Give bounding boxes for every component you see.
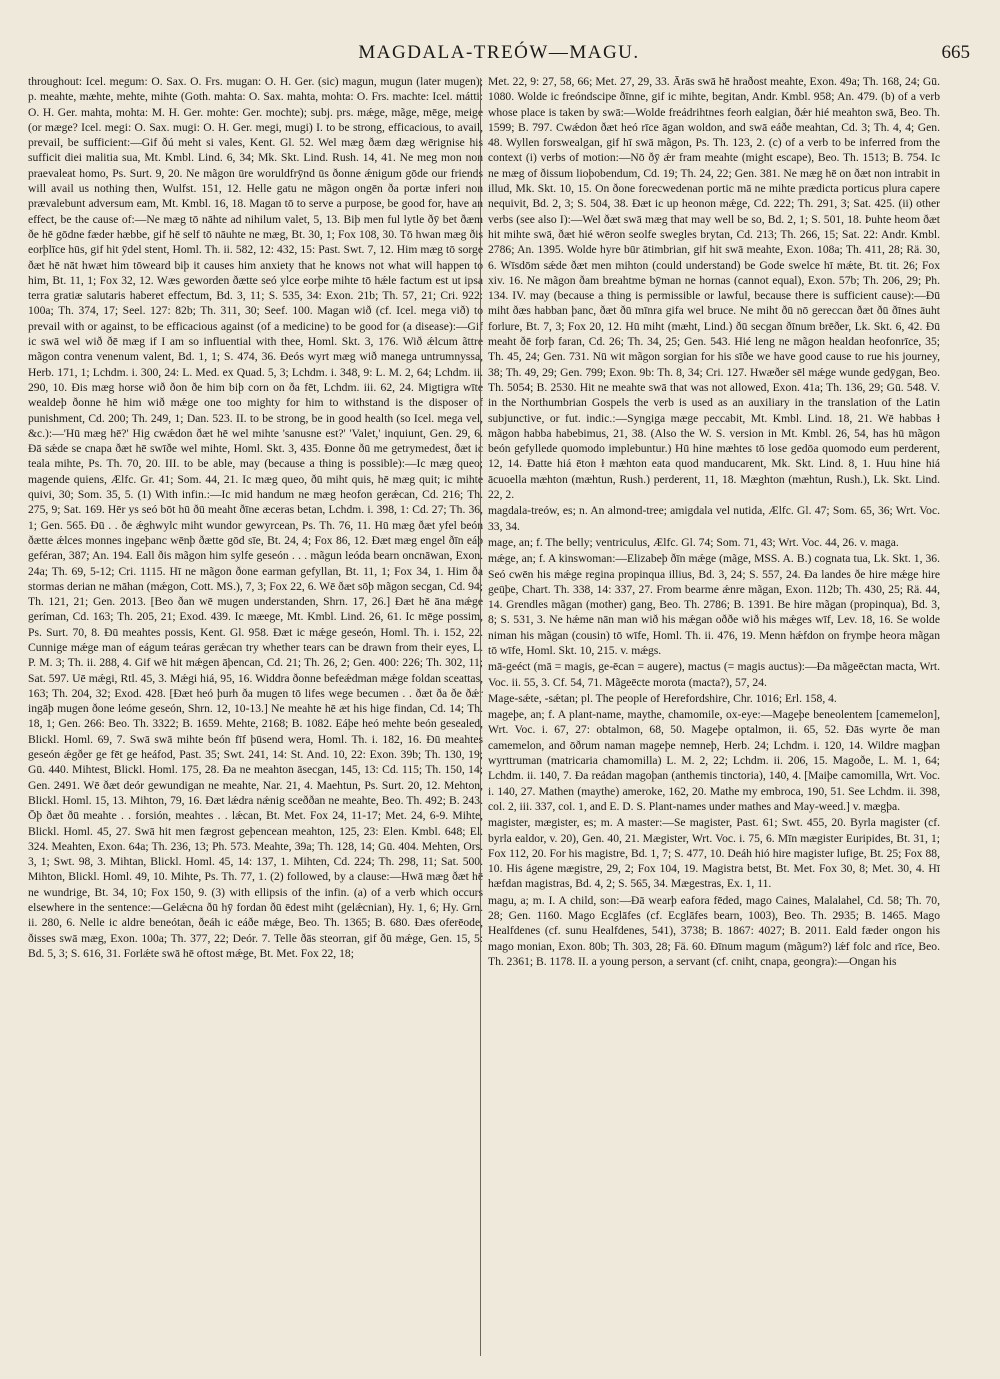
entry-ma-geeect: mā-geéct (mā = magis, ge-ēcan = augere), mactus (= magis auctus):—Ða mãgeēctan macta, Wrt. Voc. ii. 55, 3. Cf. 54, 71. Mãgeēcte morota (macta?), 57, 24.	[488, 660, 940, 689]
entry-mage-saete: Mage-sǽte, -sǽtan; pl. The people of Herefordshire, Chr. 1016; Erl. 158, 4.	[488, 691, 837, 705]
entry-continuation: Met. 22, 9: 27, 58, 66; Met. 27, 29, 33. Ārās swā hē hraðost meahte, Exon. 49a; Th. 168, 24; Gū. 1080. Wolde ic freóndscipe ðīnne, gif ic mihte, begitan, Andr. Kmbl. 958; An. 479. (b) of a verb whose place is taken by swā:—Wolde freádrihtnes feorh ealgian, ðǽr hié meahton swā, Beo. Th. 1599; B. 797. Cwǽdon ðæt heó rīce āgan woldon, and swā eáðe meahtan, Cd. 3; Th. 4, 4; Gen. 48. Wyllen forswealgan, gif hī swā mãgon, Ps. Th. 123, 2. (c) of a verb to be inferred from the context (i) verbs of motion:—Nō ðȳ ǽr fram meahte (might escape), Beo. Th. 1513; B. 754. Ic ne mæg of ðissum lioþobendum, Cd. 19; Th. 24, 22; Gen. 381. Ne mæg hē on ðæt non intrabit in illud, Mk. Skt. 10, 15. On ðone forecwedenan portic mā ne mihte prædicta porticus plura capere nequivit, Bd. 2, 3; S. 504, 38. Ðæt ic up heonon mǽge, Cd. 222; Th. 291, 3; Sat. 425. (ii) other verbs (see also I):—Wel ðæt swā mæg that may well be so, Bd. 2, 1; S. 501, 18. Þuhte heom ðæt hit mihte swā, ðæt hié wēron seolfe swegles brytan, Cd. 213; Th. 266, 15; Sat. 22: Andr. Kmbl. 2786; An. 1395. Wolde hyre būr ātimbrian, gif hit swā meahte, Exon. 108a; Th. 411, 28; Rä. 30, 6. Wīsdōm sǽde ðæt men mihton (could understand) be Gode swelce hī mǽte, Bt. tit. 26; Fox xiv. 16. Ne mãgon ðam breahtme bȳman ne hornas (cannot equal), Exon. 57b; Th. 206, 29; Ph. 134. IV. may (because a thing is permissible or lawful, because there is sufficient cause):—Ðū miht ðæs habban þanc, ðæt ðū mīnra gifa wel bruce. Ne miht ðū nō gereccan ðæt ðū ðīnes āuht forlure, Bt. 7, 3; Fox 20, 12. Hū miht (mæht, Lind.) ðū secgan ðīnum brēðer, Lk. Skt. 6, 42. Ðū meaht ðē forþ faran, Cd. 26; Th. 34, 25; Gen. 543. Hié leng ne mãgon healdan heofonrīce, 35; Th. 45, 24; Gen. 731. Nū wit mãgon sorgian for his sīðe we have good cause to rue his journey, 38; Th. 49, 29; Gen. 799; Exon. 9b: Th. 8, 34; Cri. 127. Hwæðer sēl mǽge wunde gedȳgan, Beo. Th. 5054; B. 2530. Hit ne meahte swā that was not allowed, Exon. 41a; Th. 136, 29; Gū. 548. V. in the Northumbrian Gospels the verb is used as an auxiliary in the translation of the Latin subjunctive, or fut. indic.:—Syngiga mæge peccabit, Mt. Kmbl. Lind. 18, 21. Wē habbas ł mãgon habba habebimus, 21, 38. (Also the W. S. version in Mt. Kmbl. 26, 54, has hū mãgon beón gefyllede quomodo implebuntur.) Hū hine mæhtes tō lose gedōa quomodo eum perderent, 12, 14. Ðatte hiá ēton ł mæhton eata quod manducarent, Mk. Skt. Lind. 8, 1. Huu hine hiá ācuoella mæhton (mæhtun, Rush.) perderent, 11, 18. Mæghton (mæhtun, Rush.), Lk. Skt. Lind. 22, 2.	[488, 75, 940, 502]
entry-continuation: throughout: Icel. megum: O. Sax. O. Frs. mugan: O. H. Ger. (sic) magun, mugun (later mugen); p. meahte, mæhte, mehte, mihte (Goth. mahta: O. Sax. mahta, mohta: O. Frs. machte: Icel. mátti: O. H. Ger. mahta, mohta: M. H. Ger. mohte: Ger. mochte); subj. prs. mǽge, mãge, mēge, meige (or mæge? Icel. megi: O. Sax. mugi: O. H. Ger. megi, mugi) I. to be strong, efficacious, to avail, prevail, be sufficient:—Gif ðú meht si vales, Kent. Gl. 52. Wel mæg ðæm dæg wērignise his sufficit diei malitia sua, Mt. Kmbl. Lind. 6, 34; Mk. Skt. Lind. Rush. 14, 41. Ne meg mon non praevaleat homo, Ps. Surt. 9, 20. Ne mãgon ūre woruldfrȳnd ūs ðonne ǽnigum gōde our friends will avail us nothing then, Wulfst. 151, 12. Helle gatu ne mãgon ongēn ða portæ inferi non prævalebunt adversum eam, Mt. Kmbl. 16, 18. Magan tō to serve a purpose, be good for, have an effect, be the cause of:—Ne mæg tō nāhte ad nihilum valet, 5, 13. Biþ men ful lytle ðȳ bet ðæm ðe hē gōdne fæder hæbbe, gif hē self tō nāuhte ne mæg, Bt. 30, 1; Fox 108, 30. Tō hwan mæg ðis eorþlīce hūs, gif hit ȳdel stent, Homl. Th. ii. 582, 12: 432, 15: Past. Swt. 7, 12. Him mæg tō sorge ðæt hē nāt hwæt him tōweard biþ it causes him anxiety that he knows not what will happen to him, Bt. 11, 1; Fox 32, 12. Wæs geworden ðætte seó ylce eorþe mihte tō hǽle factum est ut ipsa terra gratiæ salutaris haberet effectum, Bd. 3, 11; S. 535, 34: Exon. 21b; Th. 57, 21; Cri. 922: 100a; Th. 374, 17; Seel. 127: 82b; Th. 311, 30; Seef. 100. Magan wið (cf. Icel. mega við) to prevail with or against, to be efficacious against (of a medicine) to be good for (a disease):—Gif ic swā wel wið ðē mæg if I am so influential with thee, Homl. Skt. 3, 176. Wið ǽlcum ãttre mãgon contra venenum valent, Bd. 1, 1; S. 474, 36. Ðeós wyrt mæg wið manega untrumnyssa, Herb. 171, 1; Lchdm. i. 300, 24: L. Med. ex Quad. 5, 3; Lchdm. i. 348, 9: L. M. 2, 64; Lchdm. ii. 290, 10. Ðis mæg horse wið ðon ðe him biþ corn on ða fēt, Lchdm. iii. 62, 24. Migtigra wīte wealdeþ ðonne hē him wið mǽge one too mighty for him to withstand is the disposer of punishment, Cd. 200; Th. 249, 1; Dan. 523. II. to be strong, be in good health (so Icel. mega vel, &c.):—'Hū mæg hē?' Hig cwǽdon ðæt hē wel mihte 'sanusne est?' 'Valet,' inquiunt, Gen. 29, 6. Ðā sǽde se cnapa ðæt hē swīðe wel mihte, Homl. Skt. 3, 435. Ðonne ðū me getrymedest, ðæt ic teala mihte, Ps. Th. 70, 20. III. to be able, may (because a thing is possible):—Ic mæg queo; magende quiens, Ælfc. Gr. 41; Som. 44, 21. Ic mæg queo, ðū miht quis, hē mæg quit; ic mihte quivi, 30; Som. 35, 5. (1) With infin.:—Ic mid handum ne mæg heofon gerǽcan, Cd. 216; Th. 275, 9; Sat. 169. Hēr ys seó bōt hū ðū meaht ðīne æceras betan, Lchdm. i. 398, 1: Cd. 27; Th. 36, 1; Gen. 565. Ðū . . ðe ǽghwylc miht wundor gewyrcean, Ps. Th. 76, 11. Hū mæg ðæt yfel beón ðætte ǽlces monnes ingeþanc wēnþ ðætte gōd sīe, Bt. 24, 4; Fox 86, 12. Ðæt mæg engel ðīn eáþ geféran, 387; An. 194. Eall ðis mãgon him sylfe geseón . . . mãgun leóda bearn oncnāwan, Exon. 24a; Th. 69, 5-12; Cri. 1115. Hī ne mãgon ðone earman gefyllan, Bt. 11, 1; Fox 34, 1. Him ða stormas derian ne māhan (mǽgon, Cott. MS.), 7, 3; Fox 22, 6. Wē ðæt sōþ mãgon secgan, Cd. 94; Th. 121, 21; Gen. 2013. [Beo ðan wē mugen understanden, Shrn. 17, 26.] Ðæt hē āna mǽge geríman, Cd. 163; Th. 205, 21; Exod. 439. Ic mæege, Mt. Kmbl. Lind. 26, 61. Ic mēge possim, Ps. Surt. 70, 8. Ðū meahtes possis, Kent. Gl. 958. Ðæt ic mǽge geseón, Homl. Th. i. 152, 22. Cunnige mǽge man of eágum teáras gerǽcan try whether tears can be drawn from their eyes, L. P. M. 3; Th. ii. 288, 4. Gif wē hit mǽgen āþencan, Cd. 21; Th. 26, 2; Gen. 400: 226; Th. 302, 11; Sat. 597. Uē mǽgi, Rtl. 45, 3. Mǽgi hiá, 95, 16. Widdra ðonne befeǽdman mǽge foldan sceattas, 163; Th. 204, 32; Exod. 428. [Ðæt heó þurh ða mugen tō lifes wege becumen . . ðæt ða ðe ðǽr ingāþ mugen ðone leóme geseón, Shrn. 12, 10-13.] Ne meahte hē æt his hige findan, Cd. 14; Th. 18, 1; Gen. 266: Beo. Th. 3322; B. 1659. Mehte, 2168; B. 1082. Eáþe heó mehte beón gesealed, Blickl. Homl. 69, 7. Swā swā mihte beón fīf þūsend wera, Homl. Th. i. 182, 16. Ðū meahtes geseón ǽgðer ge fēt ge heáfod, Past. 35; Swt. 241, 14: St. And. 10, 22: Exon. 39b; Th. 130, 19; Gū. 440. Mihtest, Blickl. Homl. 175, 28. Ða ne meahton āsecgan, 145, 13: Cd. 115; Th. 150, 14; Gen. 2491. Wē ðæt deór gewundigan ne meahte, Nar. 21, 4. Maehtun, Ps. Surt. 20, 12. Mehton, Blickl. Homl. 15, 13. Mihton, 79, 16. Ðæt lǽdra nǽnig sceððan ne meahte, Beo. Th. 492; B. 243. Ōþ ðæt ðū meahte . . forsión, meahtes . . lǽcan, Bt. Met. Fox 24, 11-17; Met. 24, 6-9. Mihte, Blickl. Homl. 45, 27. Swā hit men fægrost geþencean meahton, 125, 23: Elen. Kmbl. 648; El. 324. Meahten, Exon. 64a; Th. 236, 13; Ph. 573. Meahte, 39a; Th. 128, 14; Gū. 404. Mehten, Ors. 3, 1; Swt. 98, 3. Mihtan, Blickl. Homl. 45, 14: 137, 1. Mihten, Cd. 224; Th. 298, 11; Sat. 500. Mihton, Blickl. Homl. 49, 10. Mihte, Ps. Th. 77, 1. (2) followed, by a clause:—Hwā mæg ðæt hē ne wundrige, Bt. 34, 10; Fox 150, 9. (3) with ellipsis of the infin. (a) of a verb which occurs elsewhere in the sentence:—Gelǽcna ðū hȳ fordan ðū ēdest miht (gelǽcnian), Hy. 1, 6; Hy. Grn. ii. 280, 6. Nelle ic aldre beneótan, ðeáh ic eáðe mǽge, Beo. Th. 1365; B. 680. Ðæs oferēode, ðisses swā mæg, Exon. 100a; Th. 377, 22; Deór. 7. Telle ðās steorran, gif ðū mǽge, Gen. 15, 5: Bd. 5, 3; S. 616, 31. Forlǽte swā hē oftost mǽge, Bt. Met. Fox 22, 18;	[28, 75, 483, 960]
page-number: 665	[941, 42, 970, 63]
entry-magu: magu, a; m. I. A child, son:—Ðā wearþ eafora fēded, mago Caines, Malalahel, Cd. 58; Th. 70, 28; Gen. 1160. Mago Ecglāfes (cf. Ecglāfes bearn, 1003), Beo. Th. 2935; B. 1465. Mago Healfdenes (cf. sunu Healfdenes, 541), 3738; B. 1867: 4027; B. 2011. Eald fæder ongon his mago monian, Exon. 80b; Th. 303, 28; Fä. 60. Ðīnum magum (mãgum?) lǽf folc and rīce, Beo. Th. 2361; B. 1178. II. a young person, a servant (cf. cniht, cnapa, geongra):—Ongan his	[488, 893, 940, 968]
entry-maege: mǽge, an; f. A kinswoman:—Elizabeþ ðīn mǽge (mãge, MSS. A. B.) cognata tua, Lk. Skt. 1, 36. Seó cwēn his mǽge regina propinqua illius, Bd. 3, 24; S. 557, 24. Ða landes ðe hire mǽge hire geūþe, Chart. Th. 338, 14: 337, 27. From bearme ǽnre mãgan, Exon. 112b; Th. 430, 25; Rä. 44, 14. Grendles mãgan (mother) gang, Beo. Th. 2786; B. 1391. Be hire mãgan (propinqua), Bd. 3, 8; S. 531, 3. Ne hǽme nān man wið his mǽgan oððe wið his mǽges wīf, Lev. 18, 16. Se wolde niman his mãgan (cousin) tō wīfe, Homl. Th. ii. 476, 19. Menn hǽfdon on frymþe heora mãgan tō wīfe, Homl. Skt. 10, 215. v. mǽgs.	[488, 552, 940, 657]
page-title: MAGDALA-TREÓW—MAGU.	[358, 42, 640, 63]
right-column	[488, 74, 940, 1364]
column-divider	[480, 78, 481, 1356]
running-head	[28, 42, 970, 66]
entry-magdala-treow: magdala-treów, es; n. An almond-tree; amigdala vel nutida, Ælfc. Gl. 47; Som. 65, 36; Wrt. Voc. 33, 34.	[488, 504, 940, 533]
entry-mage: mage, an; f. The belly; ventriculus, Ælfc. Gl. 74; Som. 71, 43; Wrt. Voc. 44, 26. v. maga.	[488, 535, 899, 549]
left-column	[28, 74, 483, 1364]
entry-magister: magister, mægister, es; m. A master:—Se magister, Past. 61; Swt. 455, 20. Byrla magister (cf. byrla ealdor, v. 20), Gen. 40, 21. Mægister, Wrt. Voc. i. 75, 6. Mīn mægister Euripides, Bt. 31, 1; Fox 112, 20. For his magistre, Bd. 1, 7; S. 477, 10. Deáh hió hire magister lufige, Bt. 25; Fox 88, 10. His ágene mægistre, 29, 2; Fox 104, 19. Magistra betst, Bt. Met. Fox 30, 8; Met. 30, 4. Hī hæfdan magistras, Bd. 4, 2; S. 565, 34. Mægestras, Ex. 1, 11.	[488, 816, 940, 891]
entry-magethe: mageþe, an; f. A plant-name, maythe, chamomile, ox-eye:—Mageþe beneolentem [camemelon], Wrt. Voc. i. 67, 27: obtalmon, 68, 50. Mageþe optalmon, ii. 65, 52. Ðās wyrte ðe man camemelon, and ōðrum naman mageþe nemneþ, Herb. 24; Lchdm. i. 120, 14. Wildre magþan wyrttruman (matricaria chamomilla) L. M. 2, 22; Lchdm. ii. 206, 15. Magoðe, L. M. 1, 64; Lchdm. ii. 140, 7. Ða reádan magoþan (anthemis tinctoria), 140, 4. [Maiþe camomilla, Wrt. Voc. i. 140, 27. Mathen (maythe) ameroke, 162, 20. Mathe my embroca, 190, 51. See Lchdm. ii. 398, col. 2, iii. 337, col. 1, and E. D. S. Plant-names under mathes and May-weed.] v. mægþa.	[488, 708, 940, 813]
